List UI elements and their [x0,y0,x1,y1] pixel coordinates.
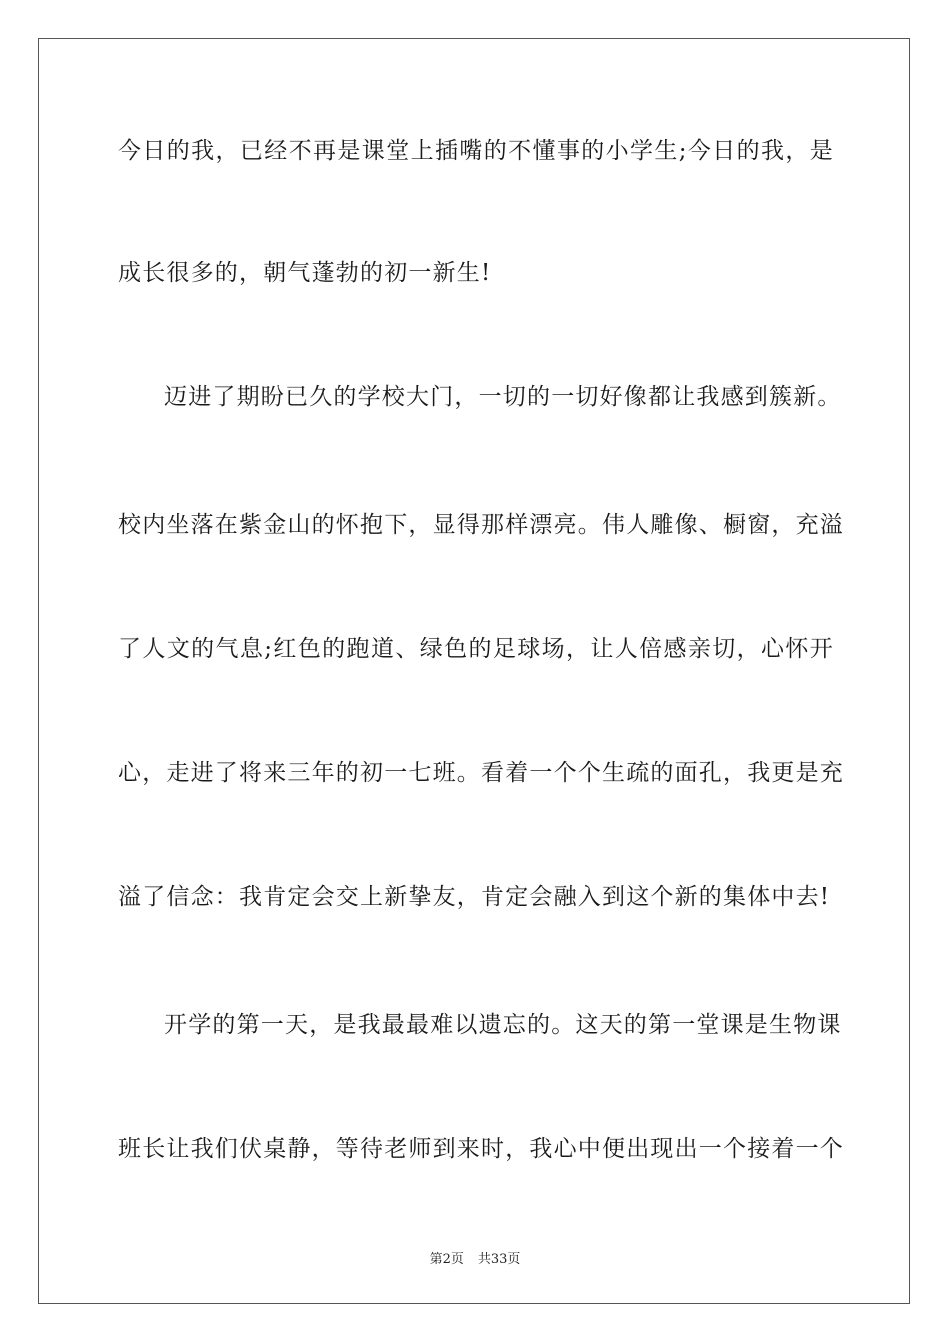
text-line: 班长让我们伏桌静，等待老师到来时，我心中便出现出一个接着一个 [118,1136,844,1162]
text-line: 迈进了期盼已久的学校大门，一切的一切好像都让我感到簇新。 [164,384,842,410]
text-line: 溢了信念：我肯定会交上新挚友，肯定会融入到这个新的集体中去! [118,884,831,910]
text-line: 了人文的气息;红色的跑道、绿色的足球场，让人倍感亲切，心怀开 [118,636,834,662]
text-line: 校内坐落在紫金山的怀抱下，显得那样漂亮。伟人雕像、橱窗，充溢 [118,512,844,538]
text-line: 开学的第一天，是我最最难以遗忘的。这天的第一堂课是生物课 [164,1012,842,1038]
text-line: 心，走进了将来三年的初一七班。看着一个个生疏的面孔，我更是充 [118,760,844,786]
page-total: 共33页 [477,1252,521,1267]
text-line: 今日的我，已经不再是课堂上插嘴的不懂事的小学生;今日的我，是 [118,138,834,164]
text-line: 成长很多的，朝气蓬勃的初一新生! [118,260,492,286]
page-number: 第2页 [429,1252,464,1267]
page-footer [0,1248,950,1267]
page-border [38,38,910,1304]
